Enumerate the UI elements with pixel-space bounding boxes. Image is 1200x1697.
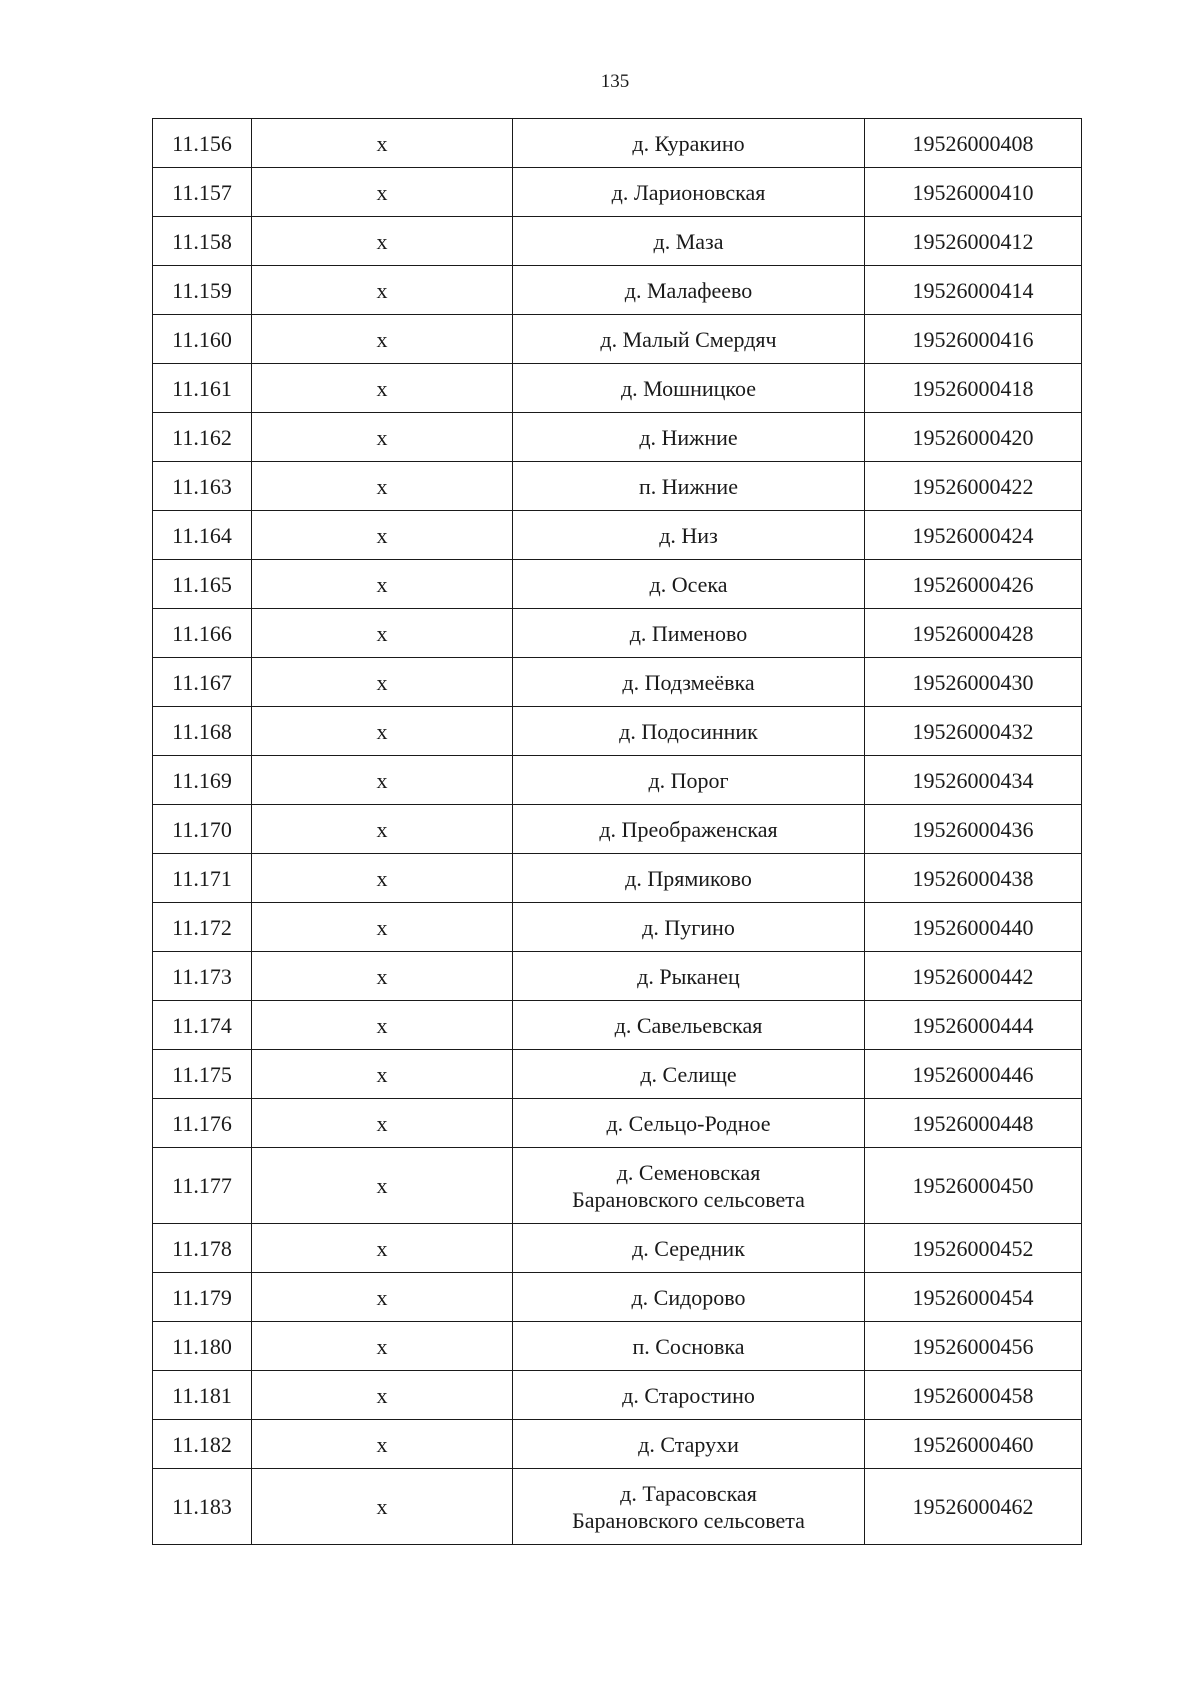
- settlement-name-cell: [513, 266, 865, 315]
- row-number-cell: 11.175: [153, 1050, 252, 1099]
- oktmo-code-cell: 19526000458: [865, 1371, 1082, 1420]
- mark-cell: х: [252, 1148, 513, 1224]
- settlement-name-cell: [513, 707, 865, 756]
- mark-cell: х: [252, 364, 513, 413]
- table-row: [153, 462, 1082, 511]
- settlement-name-cell: [513, 217, 865, 266]
- mark-cell: х: [252, 1273, 513, 1322]
- row-number-cell: 11.158: [153, 217, 252, 266]
- table-row: [153, 511, 1082, 560]
- settlement-name-line: д. Старухи: [638, 1431, 739, 1457]
- oktmo-code-cell: 19526000442: [865, 952, 1082, 1001]
- settlement-name-line: д. Сидорово: [631, 1284, 746, 1310]
- settlement-name-cell: [513, 1148, 865, 1224]
- settlement-name-cell: [513, 119, 865, 168]
- table-row: [153, 1224, 1082, 1273]
- row-number-cell: 11.169: [153, 756, 252, 805]
- mark-cell: х: [252, 168, 513, 217]
- settlement-name-line: д. Сельцо-Родное: [606, 1110, 771, 1136]
- settlement-name-cell: [513, 462, 865, 511]
- table-row: [153, 854, 1082, 903]
- settlement-name-line: д. Осека: [649, 571, 728, 597]
- row-number-cell: 11.179: [153, 1273, 252, 1322]
- row-number-cell: 11.176: [153, 1099, 252, 1148]
- row-number-cell: 11.163: [153, 462, 252, 511]
- row-number-cell: 11.170: [153, 805, 252, 854]
- settlement-name-line: д. Преображенская: [599, 816, 778, 842]
- mark-cell: х: [252, 658, 513, 707]
- table-row: [153, 609, 1082, 658]
- settlement-name-line: д. Низ: [659, 522, 718, 548]
- settlement-name-line: д. Семеновская: [616, 1159, 761, 1185]
- row-number-cell: 11.157: [153, 168, 252, 217]
- mark-cell: х: [252, 266, 513, 315]
- table-row: [153, 1001, 1082, 1050]
- table-row: [153, 1050, 1082, 1099]
- table-row: [153, 805, 1082, 854]
- table-row: [153, 119, 1082, 168]
- mark-cell: х: [252, 511, 513, 560]
- mark-cell: х: [252, 756, 513, 805]
- mark-cell: х: [252, 854, 513, 903]
- table-row: [153, 266, 1082, 315]
- table-row: [153, 707, 1082, 756]
- oktmo-code-cell: 19526000412: [865, 217, 1082, 266]
- table-row: [153, 1273, 1082, 1322]
- row-number-cell: 11.168: [153, 707, 252, 756]
- row-number-cell: 11.182: [153, 1420, 252, 1469]
- settlement-name-cell: [513, 1371, 865, 1420]
- table-row: [153, 1420, 1082, 1469]
- settlement-name-cell: [513, 756, 865, 805]
- table-row: [153, 1322, 1082, 1371]
- row-number-cell: 11.172: [153, 903, 252, 952]
- row-number-cell: 11.165: [153, 560, 252, 609]
- mark-cell: х: [252, 462, 513, 511]
- mark-cell: х: [252, 1322, 513, 1371]
- settlement-name-line: д. Малафеево: [624, 277, 753, 303]
- row-number-cell: 11.171: [153, 854, 252, 903]
- settlement-name-line: п. Нижние: [639, 473, 738, 499]
- mark-cell: х: [252, 1420, 513, 1469]
- table-row: [153, 1099, 1082, 1148]
- oktmo-code-cell: 19526000422: [865, 462, 1082, 511]
- row-number-cell: 11.156: [153, 119, 252, 168]
- settlement-name-line: д. Пугино: [642, 914, 735, 940]
- oktmo-code-cell: 19526000416: [865, 315, 1082, 364]
- oktmo-code-cell: 19526000448: [865, 1099, 1082, 1148]
- oktmo-code-cell: 19526000450: [865, 1148, 1082, 1224]
- oktmo-code-cell: 19526000462: [865, 1469, 1082, 1545]
- oktmo-code-cell: 19526000408: [865, 119, 1082, 168]
- settlement-name-line: д. Подосинник: [619, 718, 758, 744]
- settlement-name-cell: [513, 413, 865, 462]
- settlement-name-line: д. Середник: [632, 1235, 745, 1261]
- row-number-cell: 11.173: [153, 952, 252, 1001]
- settlement-name-line: д. Мошницкое: [620, 375, 757, 401]
- oktmo-code-cell: 19526000444: [865, 1001, 1082, 1050]
- settlement-name-cell: [513, 1420, 865, 1469]
- oktmo-code-cell: 19526000418: [865, 364, 1082, 413]
- settlement-name-line: д. Тарасовская: [620, 1480, 757, 1506]
- table-row: [153, 315, 1082, 364]
- settlement-name-cell: [513, 903, 865, 952]
- oktmo-code-cell: 19526000438: [865, 854, 1082, 903]
- table-body: [153, 119, 1082, 1545]
- row-number-cell: 11.183: [153, 1469, 252, 1545]
- settlements-table: [152, 118, 1082, 1545]
- table-row: [153, 560, 1082, 609]
- oktmo-code-cell: 19526000414: [865, 266, 1082, 315]
- table-row: [153, 952, 1082, 1001]
- settlement-name-cell: [513, 952, 865, 1001]
- oktmo-code-cell: 19526000424: [865, 511, 1082, 560]
- settlement-name-line: д. Нижние: [639, 424, 738, 450]
- mark-cell: х: [252, 119, 513, 168]
- row-number-cell: 11.159: [153, 266, 252, 315]
- table-row: [153, 413, 1082, 462]
- oktmo-code-cell: 19526000434: [865, 756, 1082, 805]
- settlement-name-cell: [513, 168, 865, 217]
- oktmo-code-cell: 19526000432: [865, 707, 1082, 756]
- oktmo-code-cell: 19526000452: [865, 1224, 1082, 1273]
- mark-cell: х: [252, 315, 513, 364]
- mark-cell: х: [252, 609, 513, 658]
- settlement-name-line: Барановского сельсовета: [572, 1507, 805, 1533]
- settlement-name-cell: [513, 1322, 865, 1371]
- settlement-name-cell: [513, 658, 865, 707]
- mark-cell: х: [252, 1050, 513, 1099]
- settlement-name-cell: [513, 1001, 865, 1050]
- settlement-name-line: д. Порог: [648, 767, 729, 793]
- row-number-cell: 11.162: [153, 413, 252, 462]
- row-number-cell: 11.166: [153, 609, 252, 658]
- settlement-name-cell: [513, 1224, 865, 1273]
- settlement-name-cell: [513, 315, 865, 364]
- settlement-name-line: д. Рыканец: [637, 963, 740, 989]
- settlement-name-cell: [513, 854, 865, 903]
- settlement-name-line: д. Прямиково: [625, 865, 752, 891]
- row-number-cell: 11.181: [153, 1371, 252, 1420]
- settlement-name-cell: [513, 364, 865, 413]
- mark-cell: х: [252, 1371, 513, 1420]
- mark-cell: х: [252, 707, 513, 756]
- row-number-cell: 11.164: [153, 511, 252, 560]
- settlement-name-cell: [513, 1099, 865, 1148]
- page-number: 135: [600, 71, 630, 92]
- mark-cell: х: [252, 1001, 513, 1050]
- settlement-name-line: д. Подзмеёвка: [622, 669, 755, 695]
- oktmo-code-cell: 19526000426: [865, 560, 1082, 609]
- mark-cell: х: [252, 413, 513, 462]
- settlement-name-line: д. Куракино: [632, 130, 745, 156]
- settlement-name-cell: [513, 609, 865, 658]
- mark-cell: х: [252, 903, 513, 952]
- oktmo-code-cell: 19526000436: [865, 805, 1082, 854]
- settlement-name-cell: [513, 511, 865, 560]
- mark-cell: х: [252, 952, 513, 1001]
- mark-cell: х: [252, 1224, 513, 1273]
- row-number-cell: 11.177: [153, 1148, 252, 1224]
- settlement-name-line: д. Ларионовская: [611, 179, 766, 205]
- oktmo-code-cell: 19526000440: [865, 903, 1082, 952]
- table-row: [153, 658, 1082, 707]
- oktmo-code-cell: 19526000410: [865, 168, 1082, 217]
- settlement-name-line: д. Савельевская: [614, 1012, 763, 1038]
- settlement-name-line: д. Селище: [640, 1061, 737, 1087]
- row-number-cell: 11.167: [153, 658, 252, 707]
- oktmo-code-cell: 19526000446: [865, 1050, 1082, 1099]
- settlement-name-cell: [513, 1050, 865, 1099]
- mark-cell: х: [252, 1099, 513, 1148]
- settlement-name-line: д. Малый Смердяч: [600, 326, 777, 352]
- settlement-name-line: д. Пименово: [629, 620, 748, 646]
- mark-cell: х: [252, 217, 513, 266]
- oktmo-code-cell: 19526000454: [865, 1273, 1082, 1322]
- oktmo-code-cell: 19526000456: [865, 1322, 1082, 1371]
- table-row: [153, 217, 1082, 266]
- mark-cell: х: [252, 560, 513, 609]
- settlement-name-line: п. Сосновка: [632, 1333, 745, 1359]
- settlement-name-line: д. Старостино: [622, 1382, 755, 1408]
- oktmo-code-cell: 19526000460: [865, 1420, 1082, 1469]
- row-number-cell: 11.160: [153, 315, 252, 364]
- settlement-name-cell: [513, 1469, 865, 1545]
- table-row: [153, 1371, 1082, 1420]
- settlement-name-cell: [513, 560, 865, 609]
- table-row: [153, 168, 1082, 217]
- table-row: [153, 364, 1082, 413]
- row-number-cell: 11.180: [153, 1322, 252, 1371]
- mark-cell: х: [252, 805, 513, 854]
- settlement-name-line: д. Маза: [653, 228, 724, 254]
- row-number-cell: 11.178: [153, 1224, 252, 1273]
- oktmo-code-cell: 19526000420: [865, 413, 1082, 462]
- table-row: [153, 756, 1082, 805]
- settlement-name-cell: [513, 1273, 865, 1322]
- settlement-name-cell: [513, 805, 865, 854]
- row-number-cell: 11.161: [153, 364, 252, 413]
- oktmo-code-cell: 19526000428: [865, 609, 1082, 658]
- oktmo-code-cell: 19526000430: [865, 658, 1082, 707]
- row-number-cell: 11.174: [153, 1001, 252, 1050]
- mark-cell: х: [252, 1469, 513, 1545]
- settlement-name-line: Барановского сельсовета: [572, 1186, 805, 1212]
- table-row: [153, 1148, 1082, 1224]
- table-row: [153, 1469, 1082, 1545]
- table-row: [153, 903, 1082, 952]
